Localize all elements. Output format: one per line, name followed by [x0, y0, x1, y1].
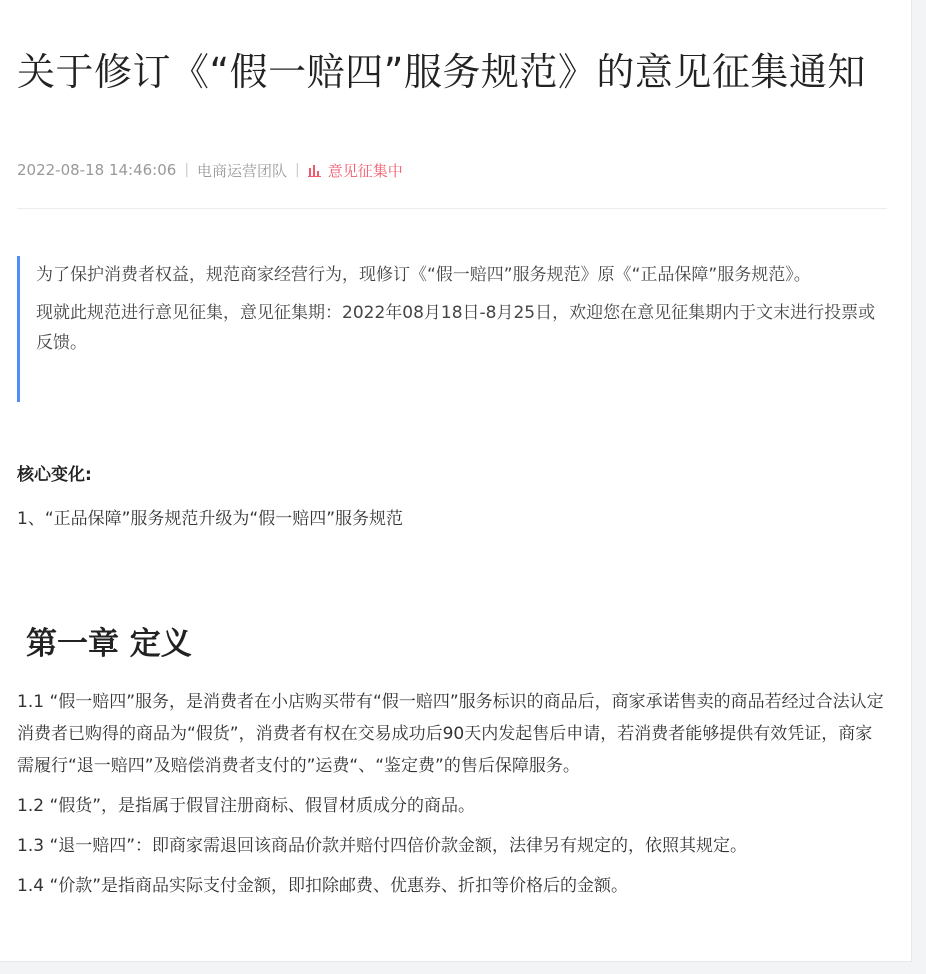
core-change-item: 1、“正品保障”服务规范升级为“假一赔四”服务规范 — [17, 509, 404, 529]
clause-paragraph: 1.2 “假货”，是指属于假冒注册商标、假冒材质成分的商品。 — [17, 796, 476, 816]
clause-paragraph: 1.3 “退一赔四”：即商家需退回该商品价款并赔付四倍价款金额，法律另有规定的，依照其规定。 — [17, 836, 748, 856]
intro-paragraph: 为了保护消费者权益，规范商家经营行为，现修订《“假一赔四”服务规范》原《“正品保障”服务规范》。 — [36, 265, 811, 285]
chapter-heading: 第一章 定义 — [26, 626, 192, 662]
clause-paragraph: 1.4 “价款”是指商品实际支付金额，即扣除邮费、优惠券、折扣等价格后的金额。 — [17, 876, 629, 896]
author-name[interactable]: 电商运营团队 — [197, 161, 288, 180]
chapter-body — [17, 686, 889, 910]
intro-paragraph: 现就此规范进行意见征集，意见征集期：2022年08月18日-8月25日，欢迎您在意见征集期内于文末进行投票或反馈。 — [36, 303, 876, 353]
clause-paragraph: 1.1 “假一赔四”服务，是消费者在小店购买带有“假一赔四”服务标识的商品后，商家承诺售卖的商品若经过合法认定消费者已购得的商品为“假货”，消费者有权在交易成功后90天内发起售后申请，若消费者能够提供有效凭证，商家需履行“退一赔四”及赔偿消费者支付的”运费“、“鉴定费”的售后保障服务。 — [17, 692, 884, 776]
article-meta — [17, 158, 403, 182]
publish-datetime: 2022-08-18 14:46:06 — [17, 161, 177, 179]
intro-blockquote — [17, 256, 887, 402]
meta-separator: | — [295, 162, 300, 178]
core-changes-heading: 核心变化: — [17, 465, 92, 485]
meta-separator: | — [184, 162, 190, 178]
status-label: 意见征集中 — [327, 161, 403, 180]
bar-chart-icon — [308, 163, 322, 177]
status-badge[interactable] — [308, 160, 403, 181]
header-divider — [17, 208, 887, 209]
article-title: 关于修订《“假一赔四”服务规范》的意见征集通知 — [17, 50, 866, 95]
